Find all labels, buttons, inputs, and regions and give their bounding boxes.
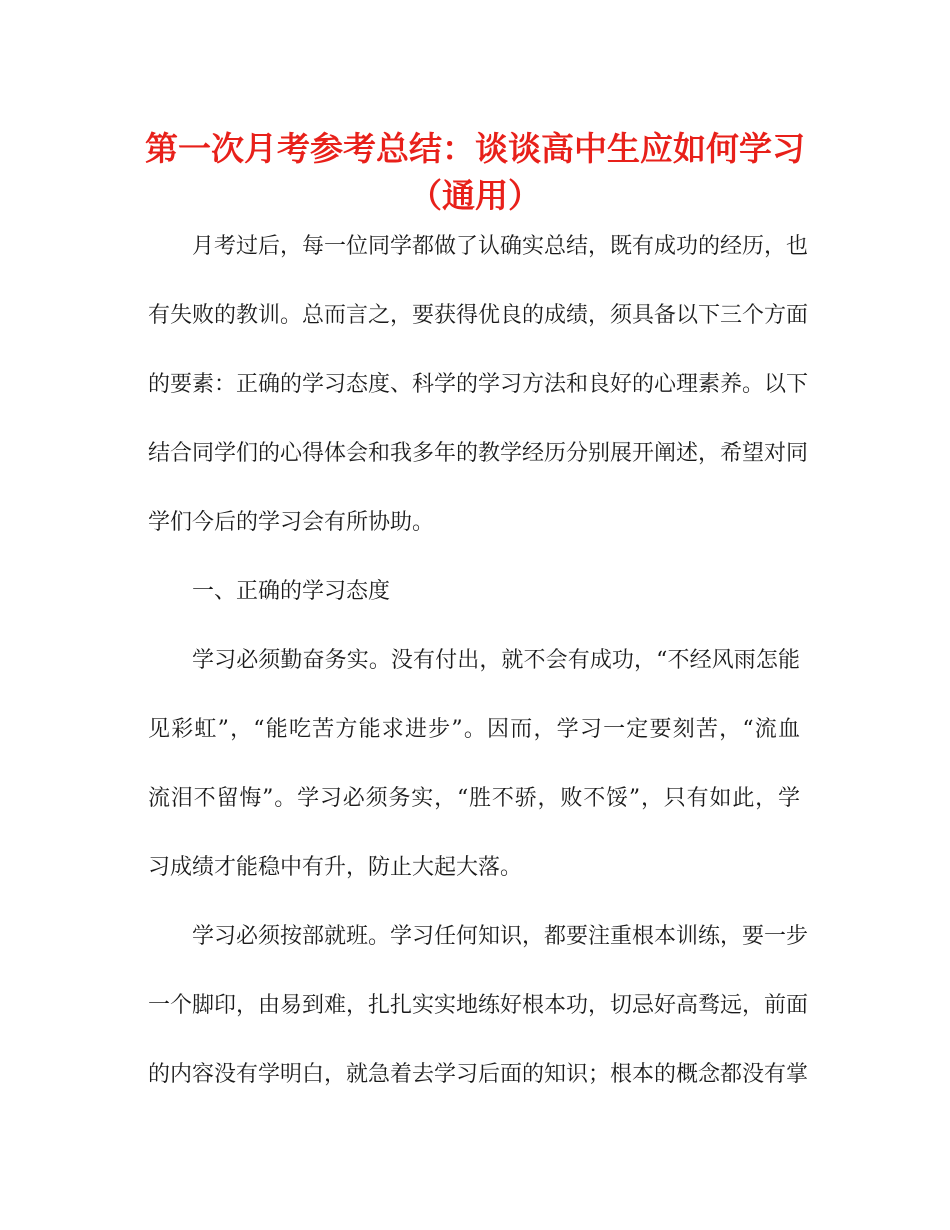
body-line: 一个脚印，由易到难，扎扎实实地练好根本功，切忌好高骛远，前面 — [148, 993, 809, 1018]
section-heading: 一、正确的学习态度 — [192, 579, 391, 604]
body-line: 结合同学们的心得体会和我多年的教学经历分别展开阐述，希望对同 — [148, 441, 809, 466]
body-line: 见彩虹”，“能吃苦方能求进步”。因而，学习一定要刻苦，“流血 — [148, 717, 800, 742]
body-line: 流泪不留悔”。学习必须务实，“胜不骄，败不馁”，只有如此，学 — [148, 786, 800, 811]
body-line: 的内容没有学明白，就急着去学习后面的知识；根本的概念都没有掌 — [148, 1062, 809, 1087]
body-line: 有失败的教训。总而言之，要获得优良的成绩，须具备以下三个方面 — [148, 303, 809, 328]
body-line: 学们今后的学习会有所协助。 — [148, 510, 435, 535]
document-title-line-1: 第一次月考参考总结：谈谈高中生应如何学习 — [145, 129, 805, 168]
body-line: 月考过后，每一位同学都做了认确实总结，既有成功的经历，也 — [192, 234, 809, 259]
body-line: 学习必须按部就班。学习任何知识，都要注重根本训练，要一步 — [192, 924, 809, 949]
body-line: 的要素：正确的学习态度、科学的学习方法和良好的心理素养。以下 — [148, 372, 809, 397]
body-line: 习成绩才能稳中有升，防止大起大落。 — [148, 855, 523, 880]
body-line: 学习必须勤奋务实。没有付出，就不会有成功，“不经风雨怎能 — [192, 648, 800, 673]
document-title-line-2: （通用） — [409, 176, 541, 215]
